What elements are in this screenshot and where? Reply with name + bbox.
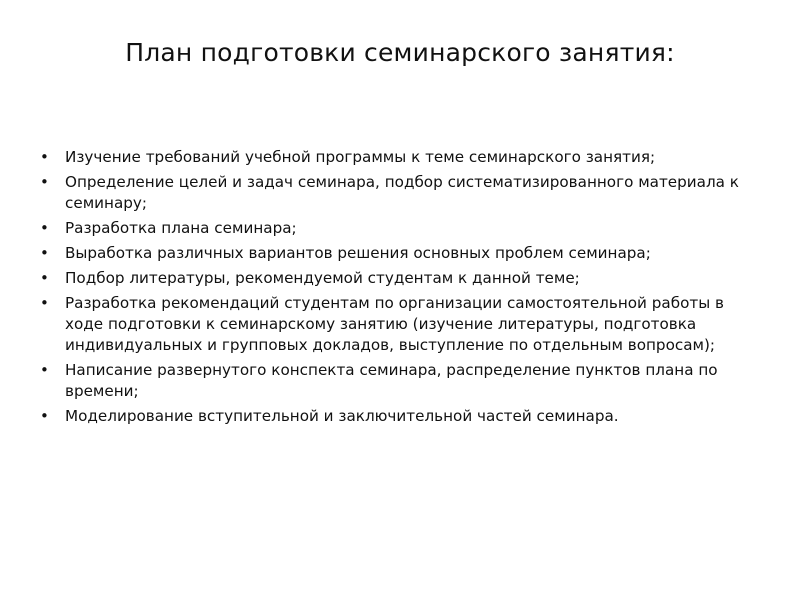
list-item-text: Разработка плана семинара; xyxy=(65,219,297,237)
list-item xyxy=(40,360,760,402)
bullet-icon: • xyxy=(40,407,49,425)
list-item xyxy=(40,147,760,168)
list-item-text: Разработка рекомендаций студентам по организации самостоятельной работы в ходе подготовки к семинарскому занятию (изучение литературы, подготовка индивидуальных и групповых докладов, выступление по отдельным вопросам); xyxy=(65,294,724,354)
list-item xyxy=(40,293,760,356)
bullet-icon: • xyxy=(40,294,49,312)
list-item-text: Моделирование вступительной и заключительной частей семинара. xyxy=(65,407,619,425)
slide-title: План подготовки семинарского занятия: xyxy=(125,38,675,67)
list-item-text: Определение целей и задач семинара, подбор систематизированного материала к семинару; xyxy=(65,173,739,212)
list-item xyxy=(40,218,760,239)
list-item-text: Написание развернутого конспекта семинара, распределение пунктов плана по времени; xyxy=(65,361,718,400)
bullet-icon: • xyxy=(40,219,49,237)
bullet-icon: • xyxy=(40,173,49,191)
list-item xyxy=(40,172,760,214)
list-item xyxy=(40,268,760,289)
bullet-icon: • xyxy=(40,148,49,166)
list-item xyxy=(40,243,760,264)
bullet-icon: • xyxy=(40,361,49,379)
list-item-text: Выработка различных вариантов решения основных проблем семинара; xyxy=(65,244,651,262)
list-item xyxy=(40,406,760,427)
list-item-text: Подбор литературы, рекомендуемой студентам к данной теме; xyxy=(65,269,580,287)
bullet-icon: • xyxy=(40,244,49,262)
bullet-icon: • xyxy=(40,269,49,287)
bullet-list xyxy=(40,147,760,431)
list-item-text: Изучение требований учебной программы к теме семинарского занятия; xyxy=(65,148,656,166)
